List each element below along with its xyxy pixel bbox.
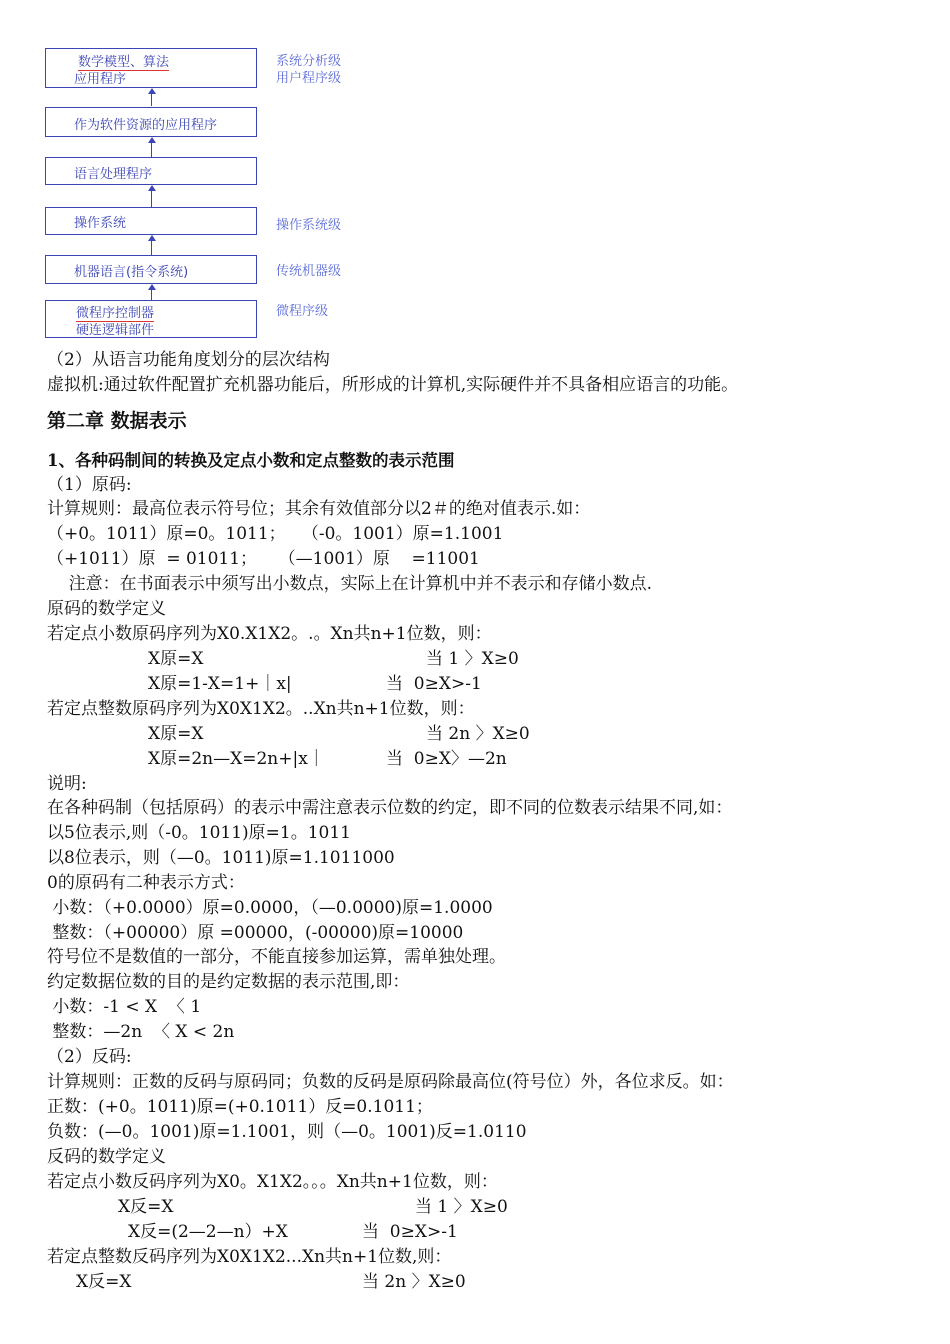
level-label-user-program: 用户程序级: [276, 71, 342, 86]
formula-condition: 当 0≥X〉—2n: [386, 749, 507, 769]
layer-label: 硬连逻辑部件: [76, 323, 155, 338]
formula-left: X原=X: [148, 649, 204, 669]
layer-label: 机器语言(指令系统): [74, 265, 189, 280]
text-line: 虚拟机:通过软件配置扩充机器功能后，所形成的计算机,实际硬件并不具备相应语言的功能。: [47, 375, 739, 395]
formula-left: X反=X: [76, 1272, 132, 1292]
formula-left: X原=1-X=1+｜x|: [148, 674, 292, 694]
layer-label: 数学模型、算法: [78, 51, 169, 71]
text-line: 小数：-1 < X 〈 1: [47, 997, 202, 1017]
text-line: 符号位不是数值的一部分，不能直接参加运算，需单独处理。: [47, 947, 506, 967]
text-line: 0的原码有二种表示方式：: [47, 873, 245, 893]
layer-box-application-models: [45, 48, 257, 88]
formula-condition: 当 0≥X>-1: [386, 674, 482, 694]
level-label-operating-system: 操作系统级: [276, 218, 342, 233]
formula-condition: 当 2n 〉X≥0: [362, 1272, 466, 1292]
up-arrow-icon: [150, 137, 154, 157]
up-arrow-icon: [150, 284, 154, 300]
layer-label: 微程序控制器: [76, 302, 154, 322]
formula-left: X反=(2—2—n）+X: [128, 1222, 288, 1242]
layer-box-software-applications: [45, 107, 257, 137]
formula-condition: 当 1 〉X≥0: [426, 649, 519, 669]
level-label-microprogram: 微程序级: [276, 304, 329, 319]
text-line: 在各种码制（包括原码）的表示中需注意表示位数的约定，即不同的位数表示结果不同,如：: [47, 798, 733, 818]
text-line: 以8位表示，则（—0。1011)原=1.1011000: [47, 848, 395, 868]
text-line: 注意：在书面表示中须写出小数点，实际上在计算机中并不表示和存储小数点.: [47, 574, 653, 594]
text-line: 原码的数学定义: [47, 599, 166, 619]
text-line: 说明:: [47, 774, 87, 794]
formula-condition: 当 0≥X>-1: [362, 1222, 458, 1242]
up-arrow-icon: [150, 185, 154, 207]
formula-condition: 当 2n 〉X≥0: [426, 724, 530, 744]
text-line: （+0。1011）原=0。1011； （-0。1001）原=1.1001: [47, 524, 504, 544]
text-line: 小数：（+0.0000）原=0.0000，（—0.0000)原=1.0000: [47, 898, 493, 918]
formula-left: X原=X: [148, 724, 204, 744]
text-line: 若定点整数原码序列为X0X1X2。..Xn共n+1位数，则：: [47, 699, 475, 719]
text-line: 若定点小数反码序列为X0。X1X2。。。Xn共n+1位数，则：: [47, 1172, 498, 1192]
level-label-traditional-machine: 传统机器级: [276, 264, 342, 279]
text-line: 整数：—2n 〈 X < 2n: [47, 1022, 235, 1042]
layer-box-machine-language: [45, 255, 257, 284]
section-heading: 1、各种码制间的转换及定点小数和定点整数的表示范围: [47, 451, 455, 470]
up-arrow-icon: [150, 235, 154, 255]
level-label-system-analysis: 系统分析级: [276, 54, 342, 69]
text-line: 负数：(—0。1001)原=1.1001，则（—0。1001)反=1.0110: [47, 1122, 527, 1142]
text-line: （+1011）原 = 01011； （—1001）原 =11001: [47, 549, 480, 569]
hierarchy-diagram: [0, 0, 950, 345]
formula-condition: 当 1 〉X≥0: [415, 1197, 508, 1217]
text-line: 计算规则：正数的反码与原码同；负数的反码是原码除最高位(符号位）外，各位求反。如：: [47, 1072, 734, 1092]
formula-left: X反=X: [118, 1197, 174, 1217]
layer-label: 作为软件资源的应用程序: [74, 118, 218, 133]
text-line: 整数：（+00000）原 =00000，(-00000)原=10000: [47, 923, 464, 943]
text-line: 计算规则：最高位表示符号位；其余有效值部分以2＃的绝对值表示.如：: [47, 499, 591, 519]
text-line: 若定点小数原码序列为X0.X1X2。.。Xn共n+1位数，则：: [47, 624, 492, 644]
layer-label: 应用程序: [74, 72, 127, 87]
text-line: 反码的数学定义: [47, 1147, 166, 1167]
layer-label: 操作系统: [74, 216, 127, 231]
layer-label: 语言处理程序: [74, 167, 153, 182]
layer-box-operating-system: [45, 207, 257, 235]
text-line: 以5位表示,则（-0。1011)原=1。1011: [47, 823, 351, 843]
text-line: （2）从语言功能角度划分的层次结构: [47, 350, 330, 370]
layer-box-language-processor: [45, 157, 257, 185]
text-line: 约定数据位数的目的是约定数据的表示范围,即：: [47, 972, 410, 992]
up-arrow-icon: [150, 88, 154, 106]
formula-left: X原=2n—X=2n+|x｜: [148, 749, 325, 769]
text-line: （2）反码:: [47, 1047, 132, 1067]
text-line: 正数：(+0。1011)原=(+0.1011）反=0.1011；: [47, 1097, 433, 1117]
chapter-heading: 第二章 数据表示: [47, 410, 187, 432]
text-line: （1）原码:: [47, 475, 132, 495]
layer-box-microprogram: [45, 300, 257, 338]
text-line: 若定点整数反码序列为X0X1X2...Xn共n+1位数,则：: [47, 1247, 452, 1267]
